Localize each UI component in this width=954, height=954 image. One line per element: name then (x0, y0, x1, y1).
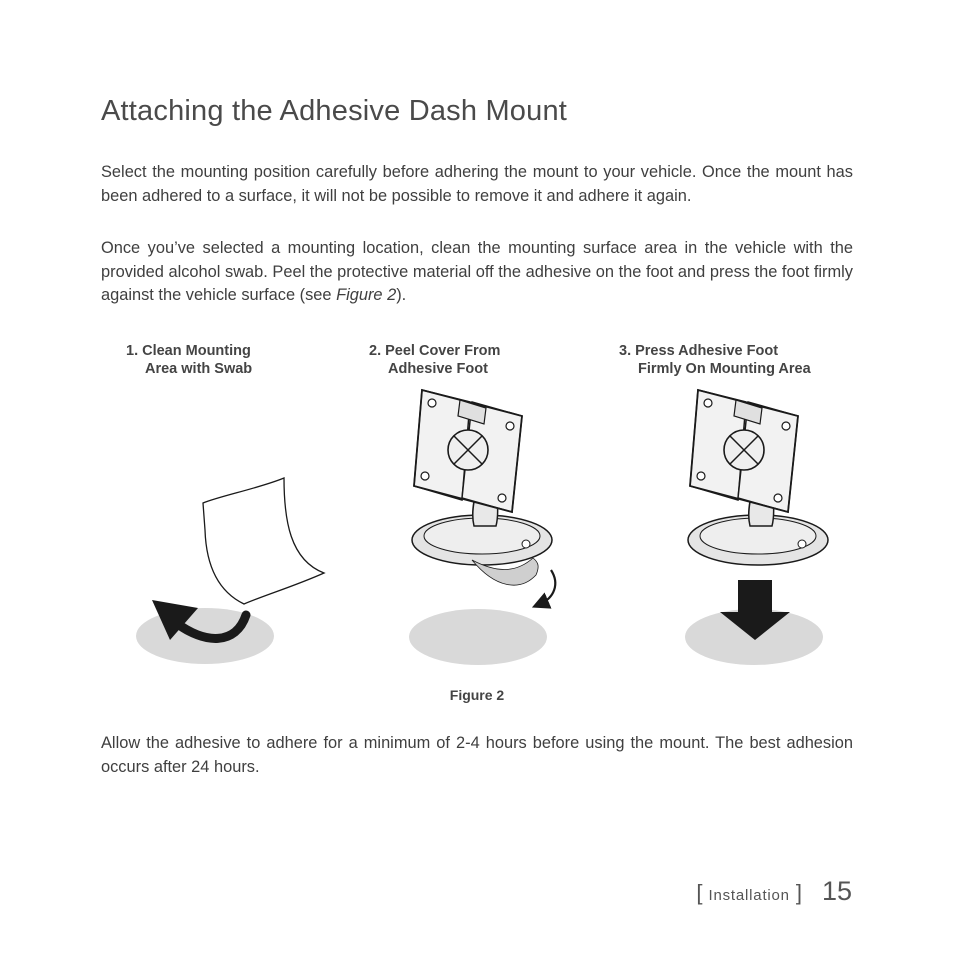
step-2-line-2: Adhesive Foot (388, 361, 488, 377)
step-2-line-1: 2. Peel Cover From (369, 343, 501, 359)
paragraph-mount-position: Select the mounting position carefully before adhering the mount to your vehicle. Once the mount has been adhered to a surface, it will not be possible to remove it and adhere it again. (101, 163, 853, 205)
alcohol-swab (203, 478, 324, 604)
paragraph-text-end: ). (396, 286, 407, 304)
paragraph-adhesion-time: Allow the adhesive to adhere for a minimum of 2-4 hours before using the mount. The best adhesion occurs after 24 hours. (101, 734, 853, 776)
small-curved-arrow-icon (540, 570, 555, 604)
page-footer (696, 876, 852, 907)
page-title: Attaching the Adhesive Dash Mount (101, 95, 568, 127)
figure-reference: Figure 2 (336, 286, 397, 304)
step-1-line-1: 1. Clean Mounting (126, 343, 251, 359)
footer-bracket-close: ] (795, 880, 802, 905)
dash-mount-2 (412, 390, 552, 565)
page-number: 15 (821, 876, 852, 906)
footer-bracket-open: [ (696, 880, 703, 905)
footer-section-name: Installation (708, 887, 790, 904)
paragraph-text: Once you’ve selected a mounting location, clean the mounting surface area in the vehicle with the provided alcohol swab. Peel the protective material off the adhesive on the foot and press the foot firmly against the vehicle surface (see (101, 239, 853, 304)
surface-ellipse-2 (409, 609, 547, 665)
step-1-line-2: Area with Swab (145, 361, 253, 377)
dash-mount-3 (688, 390, 828, 565)
step-3-line-2: Firmly On Mounting Area (638, 361, 811, 377)
figure-label: Figure 2 (449, 687, 505, 703)
step-3-line-1: 3. Press Adhesive Foot (619, 343, 779, 359)
